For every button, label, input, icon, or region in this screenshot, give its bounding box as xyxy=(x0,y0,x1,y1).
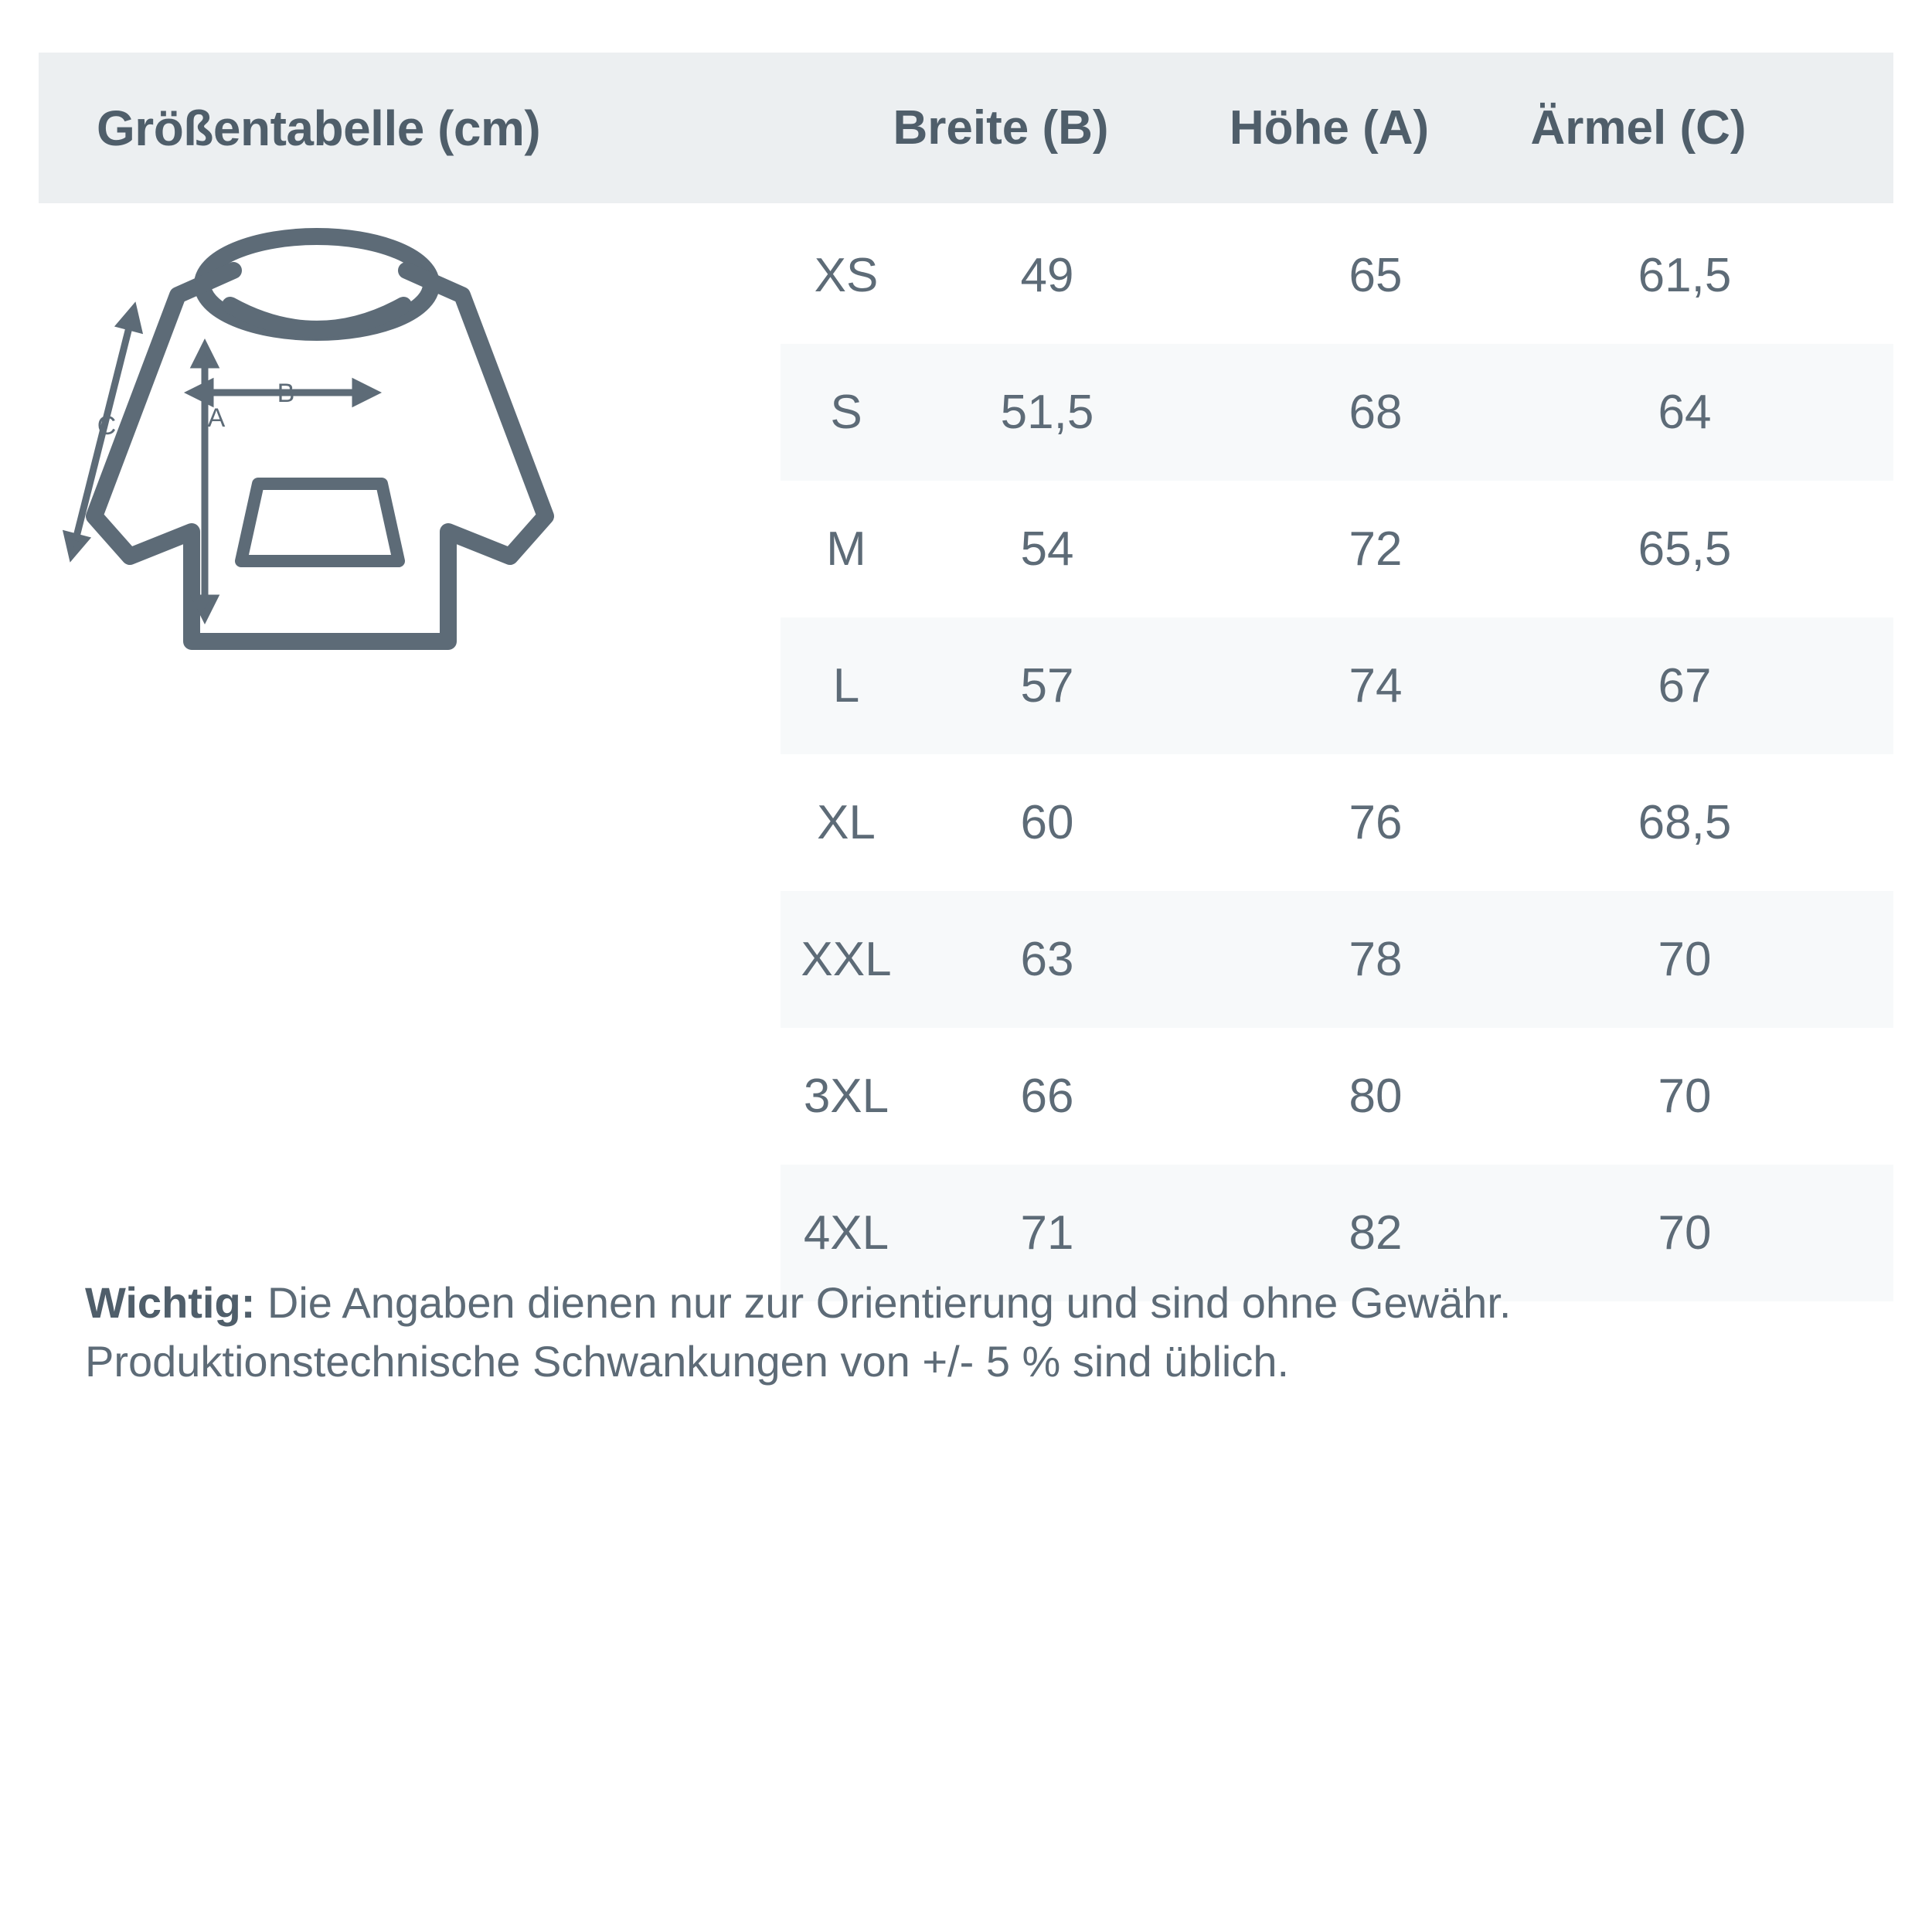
size-table xyxy=(781,207,1893,1301)
hoodie-measurement-diagram xyxy=(62,224,781,835)
table-row xyxy=(781,481,1893,617)
column-header-height: Höhe (A) xyxy=(1229,101,1430,155)
cell-height: 74 xyxy=(1349,659,1403,713)
cell-height: 82 xyxy=(1349,1206,1403,1260)
cell-sleeve: 68,5 xyxy=(1638,796,1732,849)
table-row xyxy=(781,344,1893,481)
table-row xyxy=(781,207,1893,344)
cell-height: 76 xyxy=(1349,796,1403,849)
cell-size: XL xyxy=(817,796,876,849)
table-row xyxy=(781,891,1893,1028)
table-row xyxy=(781,1028,1893,1165)
cell-width: 66 xyxy=(1020,1070,1074,1123)
cell-height: 78 xyxy=(1349,933,1403,986)
cell-sleeve: 61,5 xyxy=(1638,249,1732,302)
cell-sleeve: 67 xyxy=(1658,659,1712,713)
column-header-width: Breite (B) xyxy=(893,101,1109,155)
footnote-label: Wichtig: xyxy=(85,1278,256,1327)
label-height: A xyxy=(207,403,226,433)
cell-width: 71 xyxy=(1020,1206,1074,1260)
cell-size: 4XL xyxy=(803,1206,889,1260)
cell-size: XXL xyxy=(801,933,892,986)
column-header-sleeve: Ärmel (C) xyxy=(1530,101,1747,155)
cell-size: M xyxy=(826,522,866,576)
cell-sleeve: 70 xyxy=(1658,1070,1712,1123)
cell-sleeve: 65,5 xyxy=(1638,522,1732,576)
cell-width: 49 xyxy=(1020,249,1074,302)
table-row xyxy=(781,754,1893,891)
table-header-band xyxy=(39,53,1893,203)
page-title: Größentabelle (cm) xyxy=(97,100,541,156)
cell-height: 80 xyxy=(1349,1070,1403,1123)
cell-size: L xyxy=(832,659,860,713)
cell-height: 72 xyxy=(1349,522,1403,576)
cell-size: S xyxy=(830,386,862,439)
label-width: B xyxy=(277,379,295,408)
column-headers xyxy=(819,53,1932,203)
cell-height: 65 xyxy=(1349,249,1403,302)
cell-sleeve: 70 xyxy=(1658,1206,1712,1260)
cell-size: 3XL xyxy=(803,1070,889,1123)
footnote xyxy=(85,1274,1870,1390)
cell-width: 63 xyxy=(1020,933,1074,986)
cell-size: XS xyxy=(814,249,879,302)
label-sleeve: C xyxy=(97,411,117,440)
footnote-text: Die Angaben dienen nur zur Orientierung und sind ohne Gewähr. Produktionstechnische Schwankungen von +/- 5 % sind üblich. xyxy=(85,1278,1512,1386)
cell-width: 51,5 xyxy=(1000,386,1094,439)
cell-width: 54 xyxy=(1020,522,1074,576)
table-row xyxy=(781,617,1893,754)
cell-sleeve: 64 xyxy=(1658,386,1712,439)
cell-height: 68 xyxy=(1349,386,1403,439)
cell-sleeve: 70 xyxy=(1658,933,1712,986)
cell-width: 57 xyxy=(1020,659,1074,713)
cell-width: 60 xyxy=(1020,796,1074,849)
